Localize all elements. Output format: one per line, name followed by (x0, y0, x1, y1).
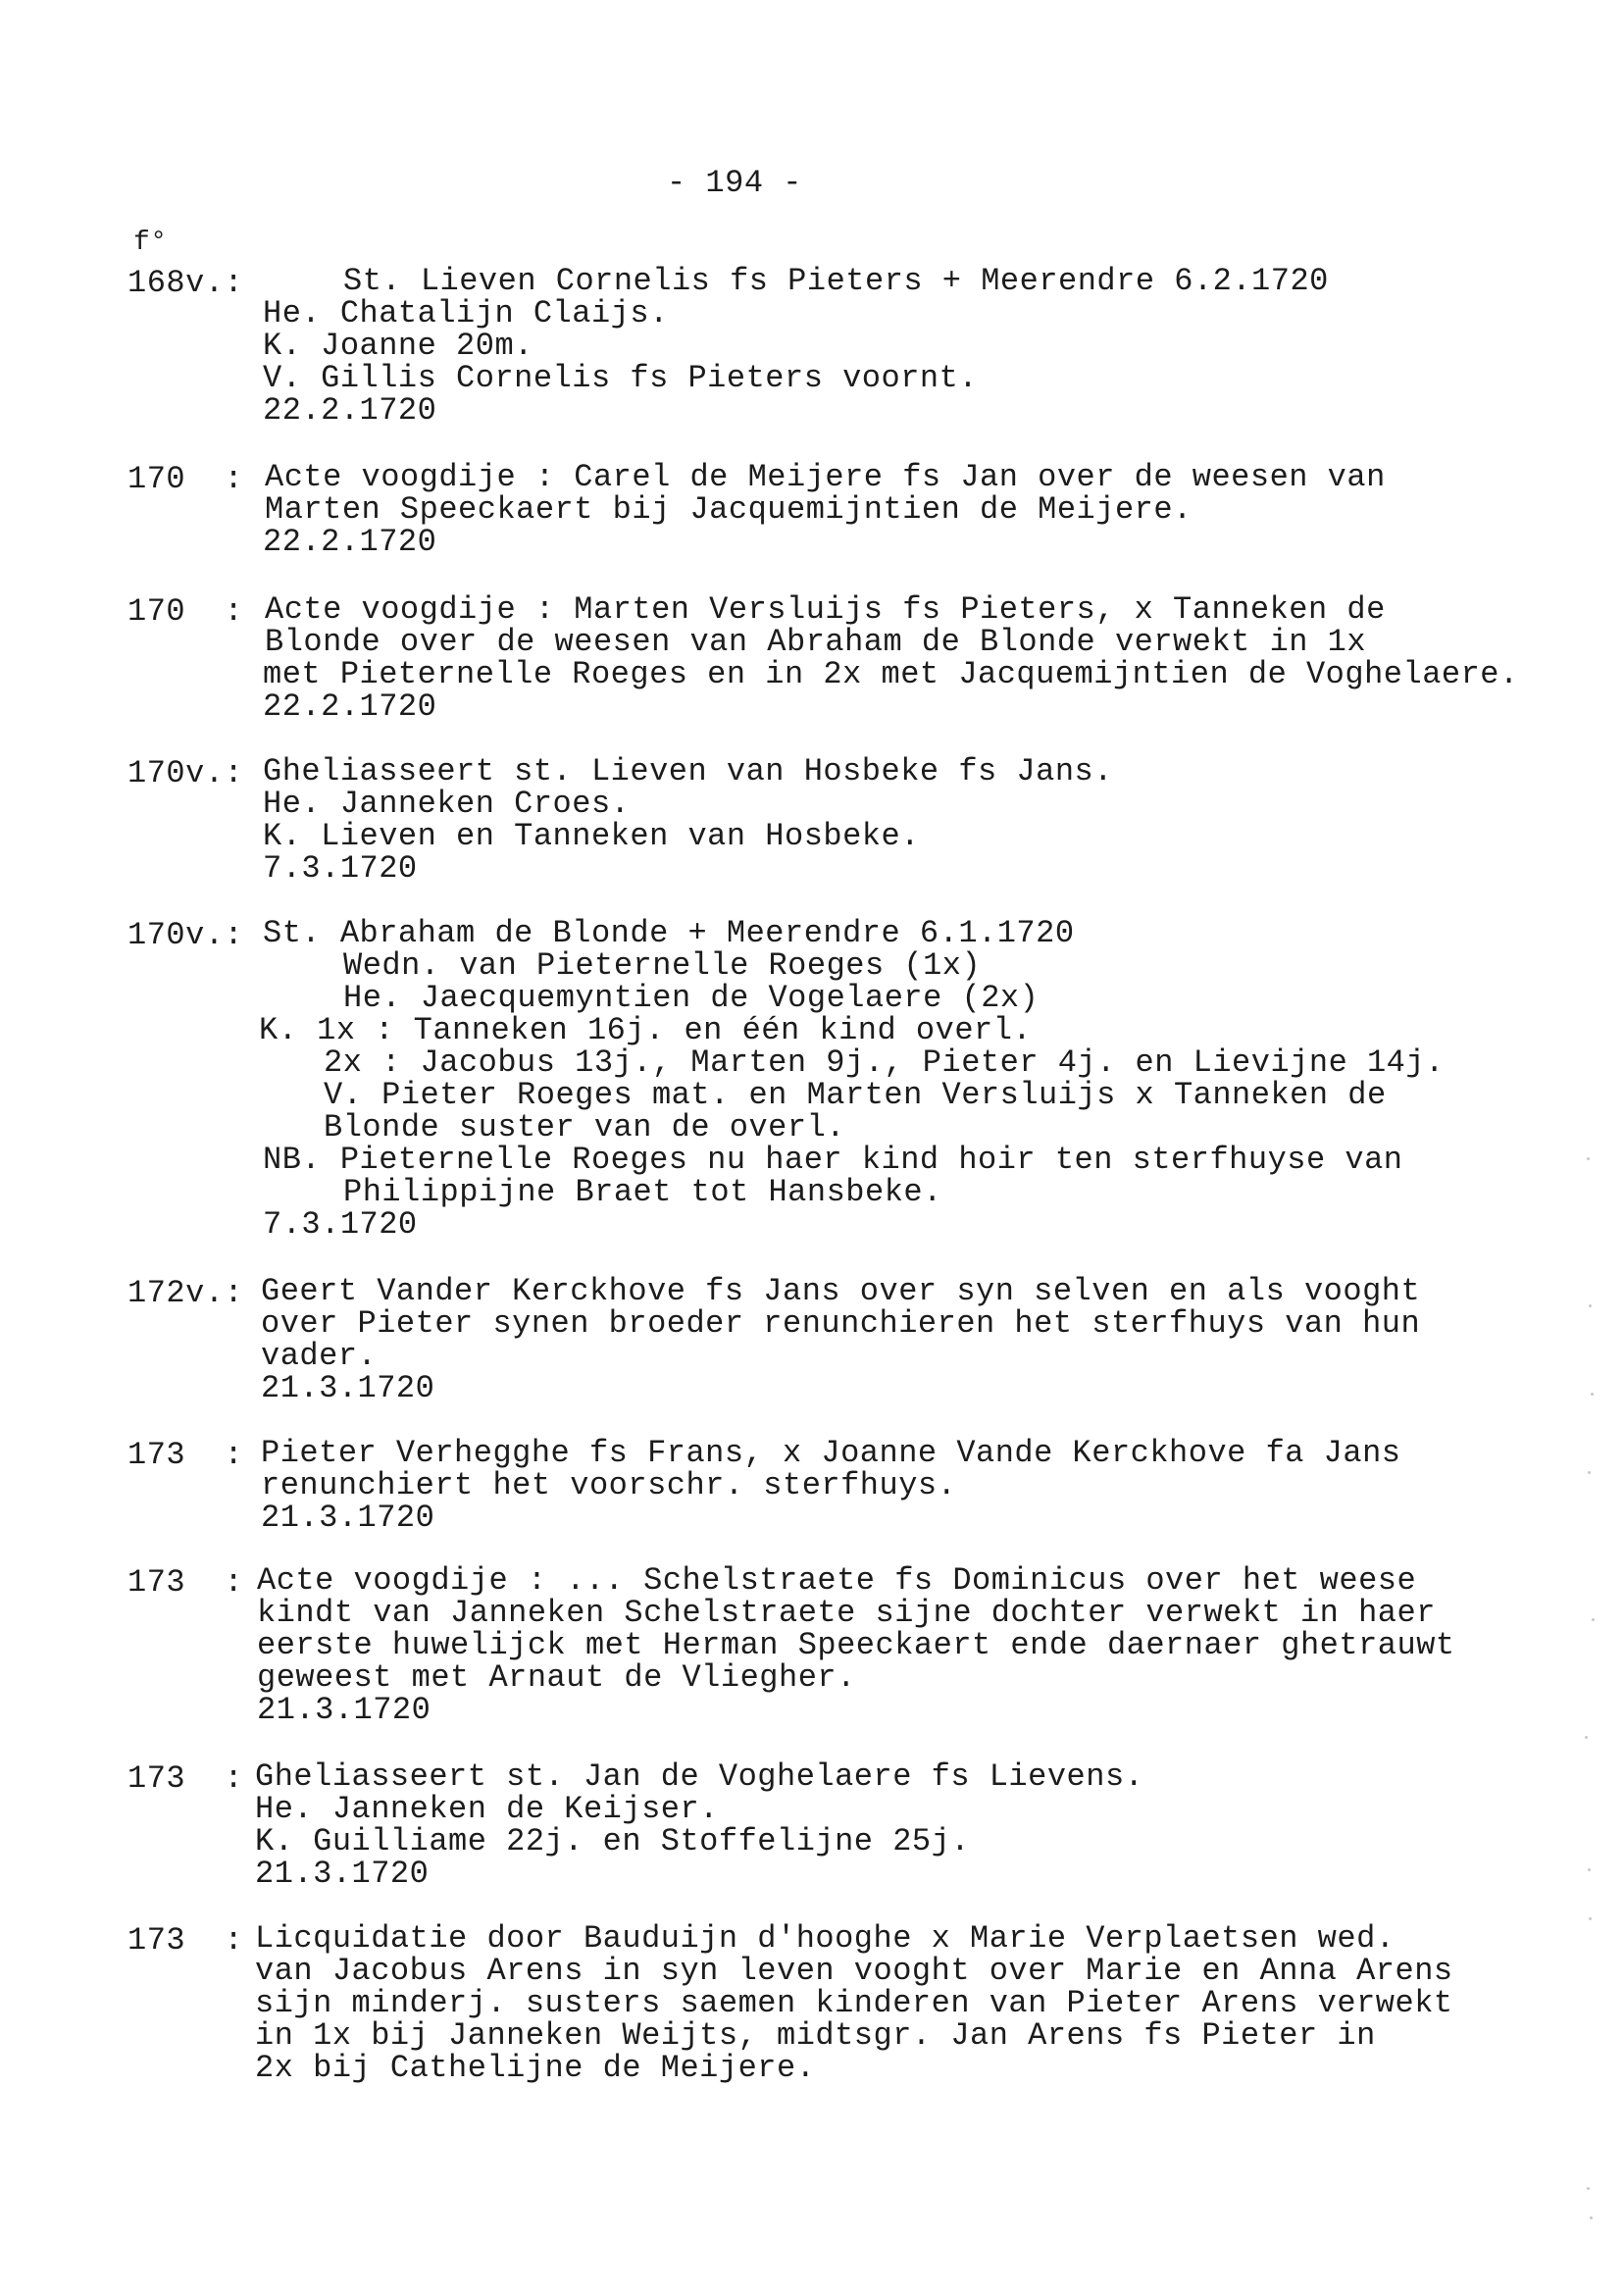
scan-speck (1589, 1304, 1592, 1307)
entry-text-line: He. Janneken Croes. (263, 786, 631, 822)
folio-reference: 170v.: (127, 755, 244, 791)
entry-text-line: 2x : Jacobus 13j., Marten 9j., Pieter 4j. en Lievijne 14j. (324, 1044, 1445, 1081)
entry-text-line: St. Lieven Cornelis fs Pieters + Meerendre 6.2.1720 (343, 263, 1329, 299)
entry-text-line: V. Pieter Roeges mat. en Marten Versluijs x Tanneken de (324, 1077, 1387, 1113)
entry-text-line: 2x bij Cathelijne de Meijere. (255, 2050, 816, 2086)
entry-text-line: Acte voogdije : Marten Versluijs fs Pieters, x Tanneken de (265, 591, 1386, 628)
scan-speck (1591, 1393, 1594, 1396)
entry-text-line: Geert Vander Kerckhove fs Jans over syn selven en als vooght (261, 1273, 1421, 1309)
folio-reference: 172v.: (127, 1275, 244, 1311)
scan-speck (1590, 2216, 1593, 2219)
folio-reference: 173 : (127, 1760, 244, 1797)
entry-text-line: vader. (261, 1338, 378, 1374)
folio-reference: 170 : (127, 461, 244, 497)
entry-text-line: St. Abraham de Blonde + Meerendre 6.1.1720 (263, 915, 1075, 951)
entry-text-line: 21.3.1720 (261, 1370, 435, 1406)
entry-text-line: met Pieternelle Roeges en in 2x met Jacquemijntien de Voghelaere. (263, 656, 1519, 692)
scan-speck (1587, 2187, 1590, 2190)
scan-speck (1588, 1471, 1591, 1474)
folio-reference: 173 : (127, 1437, 244, 1473)
scan-speck (1588, 1868, 1591, 1871)
entry-text-line: 22.2.1720 (263, 688, 437, 725)
entry-text-line: 22.2.1720 (263, 392, 437, 429)
entry-text-line: Licquidatie door Bauduijn d'hooghe x Marie Verplaetsen wed. (255, 1920, 1396, 1957)
folio-marker: f° (133, 228, 168, 258)
scan-speck (1585, 1736, 1588, 1739)
entry-text-line: 7.3.1720 (263, 1206, 418, 1243)
entry-text-line: Acte voogdije : Carel de Meijere fs Jan over de weesen van (265, 459, 1386, 495)
entry-text-line: Marten Speeckaert bij Jacquemijntien de Meijere. (265, 491, 1193, 528)
entry-text-line: 21.3.1720 (255, 1856, 430, 1892)
folio-reference: 173 : (127, 1564, 244, 1601)
entry-text-line: Blonde suster van de overl. (324, 1109, 845, 1146)
folio-reference: 170v.: (127, 917, 244, 953)
entry-text-line: He. Janneken de Keijser. (255, 1791, 719, 1827)
entry-text-line: Pieter Verhegghe fs Frans, x Joanne Vande Kerckhove fa Jans (261, 1435, 1401, 1471)
entry-text-line: 21.3.1720 (261, 1500, 435, 1536)
entry-text-line: 21.3.1720 (257, 1692, 431, 1728)
entry-text-line: van Jacobus Arens in syn leven vooght over Marie en Anna Arens (255, 1953, 1453, 1989)
scan-speck (1592, 1618, 1595, 1621)
scan-speck (1587, 1157, 1590, 1160)
entry-text-line: sijn minderj. susters saemen kinderen van Pieter Arens verwekt (255, 1985, 1453, 2021)
entry-text-line: K. 1x : Tanneken 16j. en één kind overl. (259, 1012, 1033, 1048)
entry-text-line: Blonde over de weesen van Abraham de Blonde verwekt in 1x (265, 624, 1367, 660)
page-number: - 194 - (667, 165, 802, 201)
entry-text-line: NB. Pieternelle Roeges nu haer kind hoir ten sterfhuyse van (263, 1142, 1403, 1178)
entry-text-line: Gheliasseert st. Jan de Voghelaere fs Lievens. (255, 1758, 1144, 1795)
folio-reference: 168v.: (127, 265, 244, 301)
entry-text-line: in 1x bij Janneken Weijts, midtsgr. Jan Arens fs Pieter in (255, 2017, 1376, 2054)
entry-text-line: K. Lieven en Tanneken van Hosbeke. (263, 818, 920, 854)
entry-text-line: K. Guilliame 22j. en Stoffelijne 25j. (255, 1823, 971, 1859)
entry-text-line: renunchiert het voorschr. sterfhuys. (261, 1467, 957, 1503)
entry-text-line: eerste huwelijck met Herman Speeckaert ende daernaer ghetrauwt (257, 1627, 1455, 1663)
scan-speck (1589, 1917, 1592, 1920)
entry-text-line: Wedn. van Pieternelle Roeges (1x) (343, 947, 982, 984)
entry-text-line: He. Jaecquemyntien de Vogelaere (2x) (343, 980, 1040, 1016)
entry-text-line: V. Gillis Cornelis fs Pieters voornt. (263, 360, 979, 396)
entry-text-line: K. Joanne 20m. (263, 328, 533, 364)
entry-text-line: over Pieter synen broeder renunchieren het sterfhuys van hun (261, 1305, 1421, 1342)
entry-text-line: 22.2.1720 (263, 524, 437, 560)
entry-text-line: He. Chatalijn Claijs. (263, 295, 669, 331)
entry-text-line: 7.3.1720 (263, 850, 418, 887)
folio-reference: 173 : (127, 1922, 244, 1959)
folio-reference: 170 : (127, 593, 244, 630)
entry-text-line: Gheliasseert st. Lieven van Hosbeke fs Jans. (263, 753, 1113, 789)
entry-text-line: Philippijne Braet tot Hansbeke. (343, 1174, 942, 1210)
entry-text-line: geweest met Arnaut de Vliegher. (257, 1659, 856, 1696)
entry-text-line: Acte voogdije : ... Schelstraete fs Dominicus over het weese (257, 1562, 1417, 1599)
entry-text-line: kindt van Janneken Schelstraete sijne dochter verwekt in haer (257, 1595, 1436, 1631)
